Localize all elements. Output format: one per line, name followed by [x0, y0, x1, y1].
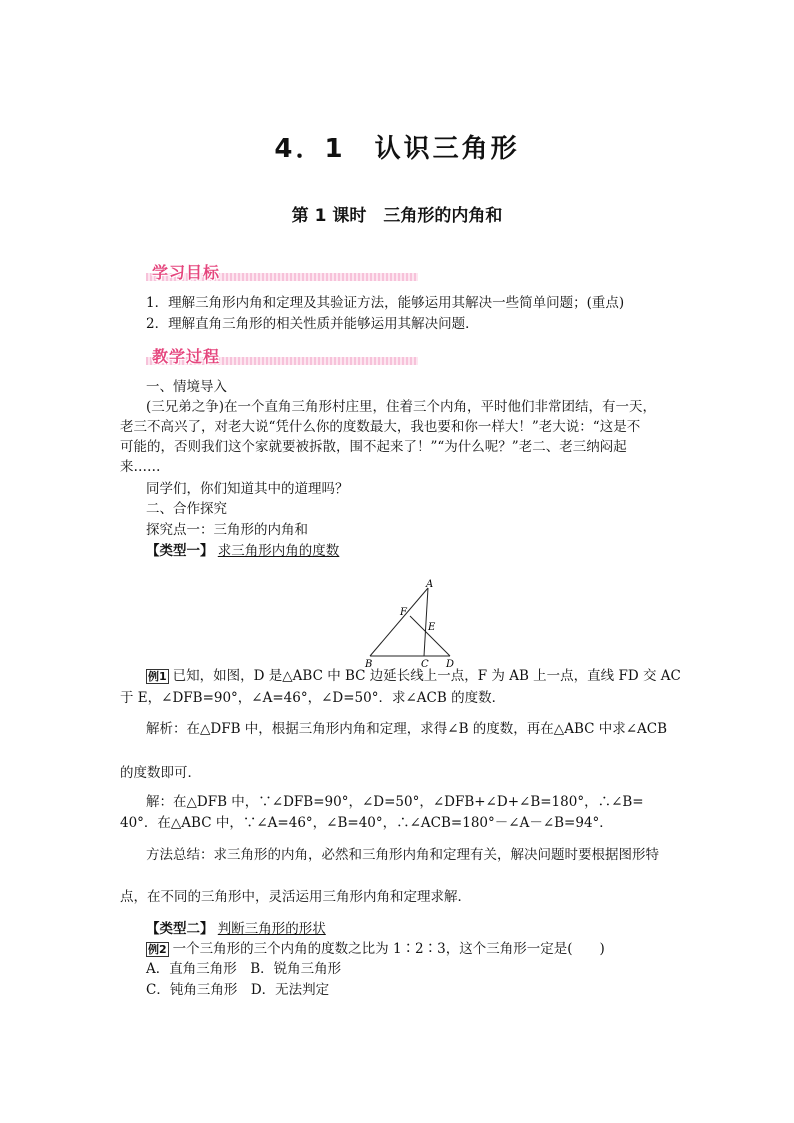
- label-D: D: [446, 659, 455, 670]
- example1-badge: 例1: [148, 670, 167, 683]
- type1-label: 【类型一】: [146, 543, 214, 559]
- solution-line: 解：在△DFB 中，∵∠DFB=90°，∠D=50°，∠DFB+∠D+∠B=180°，∴∠B=: [146, 794, 644, 810]
- analysis-line: 解析：在△DFB 中，根据三角形内角和定理，求得∠B 的度数，再在△ABC 中求∠ACB: [146, 721, 668, 737]
- example1-line: [146, 666, 681, 686]
- example2-badge: 例2: [148, 943, 167, 956]
- options-line: A．直角三角形 B．锐角三角形: [146, 961, 342, 977]
- method-summary-line: 方法总结：求三角形的内角，必然和三角形内角和定理有关，解决问题时要根据图形特: [146, 847, 659, 863]
- type2-heading: [146, 919, 326, 939]
- method-summary-line: 点，在不同的三角形中，灵活运用三角形内角和定理求解．: [120, 889, 471, 905]
- story-line: 可能的，否则我们这个家就要被拆散，围不起来了！”“为什么呢？”老二、老三纳闷起: [120, 439, 627, 455]
- example1-line: 于 E，∠DFB=90°，∠A=46°，∠D=50°．求∠ACB 的度数．: [120, 690, 506, 706]
- objective-item: 1．理解三角形内角和定理及其验证方法，能够运用其解决一些简单问题；(重点): [146, 295, 625, 311]
- options-line: C．钝角三角形 D．无法判定: [146, 982, 330, 998]
- label-B: B: [365, 659, 373, 670]
- example1-text: 已知，如图，D 是△ABC 中 BC 边延长线上一点，F 为 AB 上一点，直线 FD 交 AC: [172, 668, 681, 684]
- type1-heading: [146, 541, 339, 561]
- explore-point: 探究点一：三角形的内角和: [146, 522, 308, 538]
- section-heading: 二、合作探究: [146, 501, 227, 517]
- analysis-line: 的度数即可．: [120, 765, 201, 781]
- solution-line: 40°．在△ABC 中，∵∠A=46°，∠B=40°，∴∠ACB=180°－∠A－∠B=94°．: [120, 815, 613, 831]
- type1-title: 求三角形内角的度数: [217, 543, 340, 559]
- example2-line: [146, 939, 605, 959]
- objectives-banner: [146, 260, 418, 282]
- process-banner-label: 教学过程: [152, 347, 221, 366]
- triangle-figure: [360, 578, 470, 670]
- label-E: E: [428, 622, 436, 633]
- objective-item: 2．理解直角三角形的相关性质并能够运用其解决问题．: [146, 316, 479, 332]
- type2-title: 判断三角形的形状: [217, 921, 326, 937]
- story-line: 老三不高兴了，对老大说“凭什么你的度数最大，我也要和你一样大！”老大说：“这是不: [120, 419, 641, 435]
- type2-label: 【类型二】: [146, 921, 214, 937]
- process-banner: [146, 344, 418, 366]
- segment-BA: [370, 588, 428, 656]
- section-heading: 一、情境导入: [146, 379, 227, 395]
- label-C: C: [421, 659, 429, 670]
- lesson-subtitle: 第 1 课时 三角形的内角和: [291, 206, 503, 226]
- example2-text: 一个三角形的三个内角的度数之比为 1∶2∶3，这个三角形一定是( ): [172, 941, 605, 957]
- page-title: 4．1 认识三角形: [274, 134, 520, 164]
- question-text: 同学们，你们知道其中的道理吗？: [146, 481, 349, 497]
- label-F: F: [400, 607, 407, 618]
- story-line: (三兄弟之争)在一个直角三角形村庄里，住着三个内角，平时他们非常团结，有一天，: [146, 399, 657, 415]
- objectives-banner-label: 学习目标: [152, 263, 221, 282]
- label-A: A: [426, 579, 434, 590]
- story-line: 来……: [120, 459, 161, 475]
